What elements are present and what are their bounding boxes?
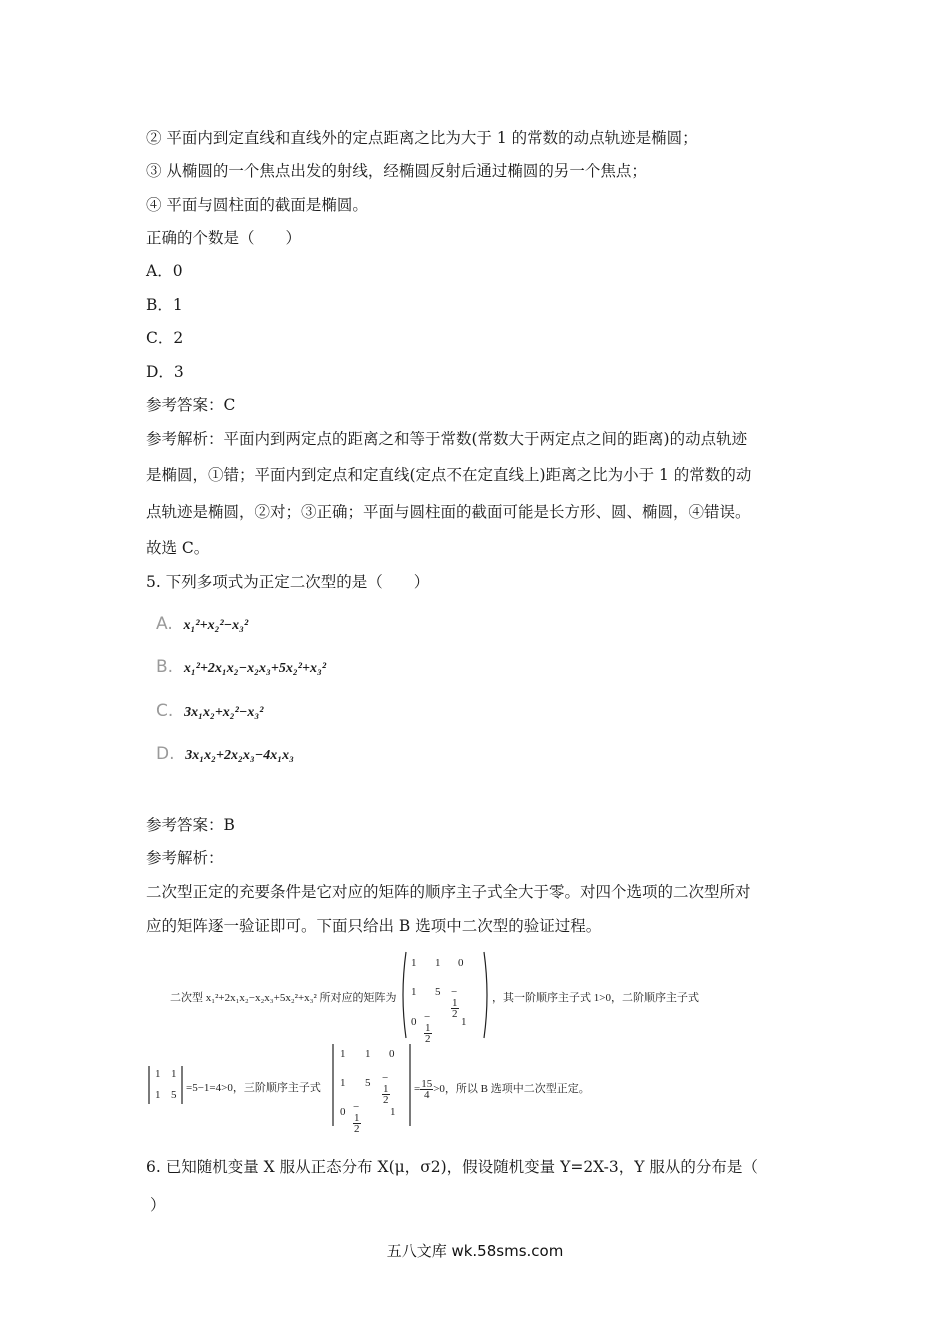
- det3-cell-neg: [353, 1101, 361, 1134]
- matrix-cell-neg: [424, 1011, 432, 1044]
- matrix-cell: 0: [458, 957, 464, 969]
- q5-option-a: [156, 614, 248, 634]
- q4-explanation-line3: 点轨迹是椭圆，②对；③正确；平面与圆柱面的截面可能是长方形、圆、椭圆，④错误。: [146, 503, 751, 521]
- fraction-numerator: 15: [421, 1078, 433, 1090]
- figure-suffix: ，其一阶顺序主子式 1>0，二阶顺序主子式: [492, 992, 699, 1004]
- q5-explanation-line1: 二次型正定的充要条件是它对应的矩阵的顺序主子式全大于零。对四个选项的二次型所对: [146, 883, 751, 901]
- q5-option-d: [156, 744, 294, 764]
- q5-option-b: [156, 657, 326, 677]
- det3-result: [414, 1079, 590, 1100]
- q4-explanation-line2: 是椭圆，①错；平面内到定点和定直线(定点不在定直线上)距离之比为小于 1 的常数的动: [146, 466, 752, 484]
- option-d: D．3: [146, 363, 184, 381]
- equals-sign: =: [414, 1083, 421, 1096]
- question-prompt: 正确的个数是（ ）: [146, 229, 302, 247]
- matrix-cell: 0: [411, 1016, 417, 1028]
- minus-sign: −: [382, 1072, 389, 1084]
- q4-answer: 参考答案：C: [146, 396, 236, 414]
- fraction-numerator: 1: [383, 1083, 389, 1095]
- option-c: C．2: [146, 329, 184, 347]
- option-a: A．0: [146, 262, 183, 280]
- q4-explanation-line1: 参考解析：平面内到两定点的距离之和等于常数(常数大于两定点之间的距离)的动点轨迹: [146, 430, 748, 448]
- matrix-cell: 1: [411, 957, 417, 969]
- figure-prefix: 二次型 x₁²+2x₁x₂−x₂x₃+5x₂²+x₃² 所对应的矩阵为: [170, 992, 397, 1004]
- fraction-denominator: 2: [354, 1123, 360, 1135]
- minus-sign: −: [424, 1011, 431, 1023]
- det2-bars: [146, 1064, 186, 1106]
- minus-sign: −: [353, 1101, 360, 1113]
- fraction-numerator: 1: [354, 1112, 360, 1124]
- fraction-denominator: 2: [452, 1008, 458, 1020]
- det3-cell: 1: [340, 1048, 346, 1060]
- det3-fraction: [420, 1079, 433, 1100]
- q5-option-letter: C.: [156, 701, 174, 721]
- half-fraction: [353, 1113, 361, 1134]
- det3-cell: 1: [390, 1106, 396, 1118]
- fraction-numerator: 1: [452, 997, 458, 1009]
- q5-option-expression: 3x₁x₂+x₂²−x₃²: [184, 705, 264, 720]
- q5-option-c: [156, 701, 263, 721]
- half-fraction: [451, 998, 459, 1019]
- matrix-cell: 1: [461, 1016, 467, 1028]
- det2-cell: 1: [171, 1068, 177, 1080]
- det3-cell: 0: [340, 1106, 346, 1118]
- q5-explanation-line2: 应的矩阵逐一验证即可。下面只给出 B 选项中二次型的验证过程。: [146, 917, 602, 935]
- matrix-cell: 5: [435, 986, 441, 998]
- det3-cell: 1: [365, 1048, 371, 1060]
- det3-cell: 0: [389, 1048, 395, 1060]
- q4-explanation-line4: 故选 C。: [146, 539, 210, 557]
- det3-cell: 5: [365, 1077, 371, 1089]
- det2-cell: 1: [155, 1089, 161, 1101]
- statement-2: ② 平面内到定直线和直线外的定点距离之比为大于 1 的常数的动点轨迹是椭圆；: [146, 129, 698, 147]
- q5-option-expression: x₁²+x₂²−x₃²: [183, 618, 249, 633]
- q5-explanation-title: 参考解析：: [146, 849, 224, 867]
- det3-cell: 1: [340, 1077, 346, 1089]
- det2-cell: 1: [155, 1068, 161, 1080]
- matrix-cell: 1: [435, 957, 441, 969]
- q5-option-expression: 3x₁x₂+2x₂x₃−4x₁x₃: [185, 748, 295, 763]
- q5-option-letter: D.: [156, 744, 175, 764]
- q5-option-letter: B.: [156, 657, 174, 677]
- det2-result: =5−1=4>0，三阶顺序主子式: [186, 1082, 321, 1094]
- q5-stem: 5. 下列多项式为正定二次型的是（ ）: [146, 573, 430, 591]
- q5-option-expression: x₁²+2x₁x₂−x₂x₃+5x₂²+x₃²: [183, 661, 327, 676]
- fraction-denominator: 2: [383, 1094, 389, 1106]
- half-fraction: [382, 1084, 390, 1105]
- fraction-denominator: 4: [423, 1089, 430, 1101]
- q6-stem-line1: 6. 已知随机变量 X 服从正态分布 X(μ，σ2)，假设随机变量 Y=2X-3，Y 服从的分布是（: [146, 1158, 758, 1176]
- det2-cell: 5: [171, 1089, 177, 1101]
- statement-3: ③ 从椭圆的一个焦点出发的射线，经椭圆反射后通过椭圆的另一个焦点；: [146, 162, 647, 180]
- matrix-cell: 1: [411, 986, 417, 998]
- q5-option-letter: A.: [156, 614, 173, 634]
- det3-cell-neg: [382, 1072, 390, 1105]
- half-fraction: [424, 1023, 432, 1044]
- matrix-cell-neg: [451, 986, 459, 1019]
- option-b: B．1: [146, 296, 183, 314]
- footer-watermark: 五八文库 wk.58sms.com: [386, 1242, 564, 1260]
- det3-conclusion: >0，所以 B 选项中二次型正定。: [433, 1083, 590, 1096]
- fraction-numerator: 1: [425, 1022, 431, 1034]
- fraction-denominator: 2: [425, 1033, 431, 1045]
- minus-sign: −: [451, 986, 458, 998]
- q6-stem-line2: ）: [150, 1196, 166, 1214]
- statement-4: ④ 平面与圆柱面的截面是椭圆。: [146, 196, 368, 214]
- q5-answer: 参考答案：B: [146, 816, 235, 834]
